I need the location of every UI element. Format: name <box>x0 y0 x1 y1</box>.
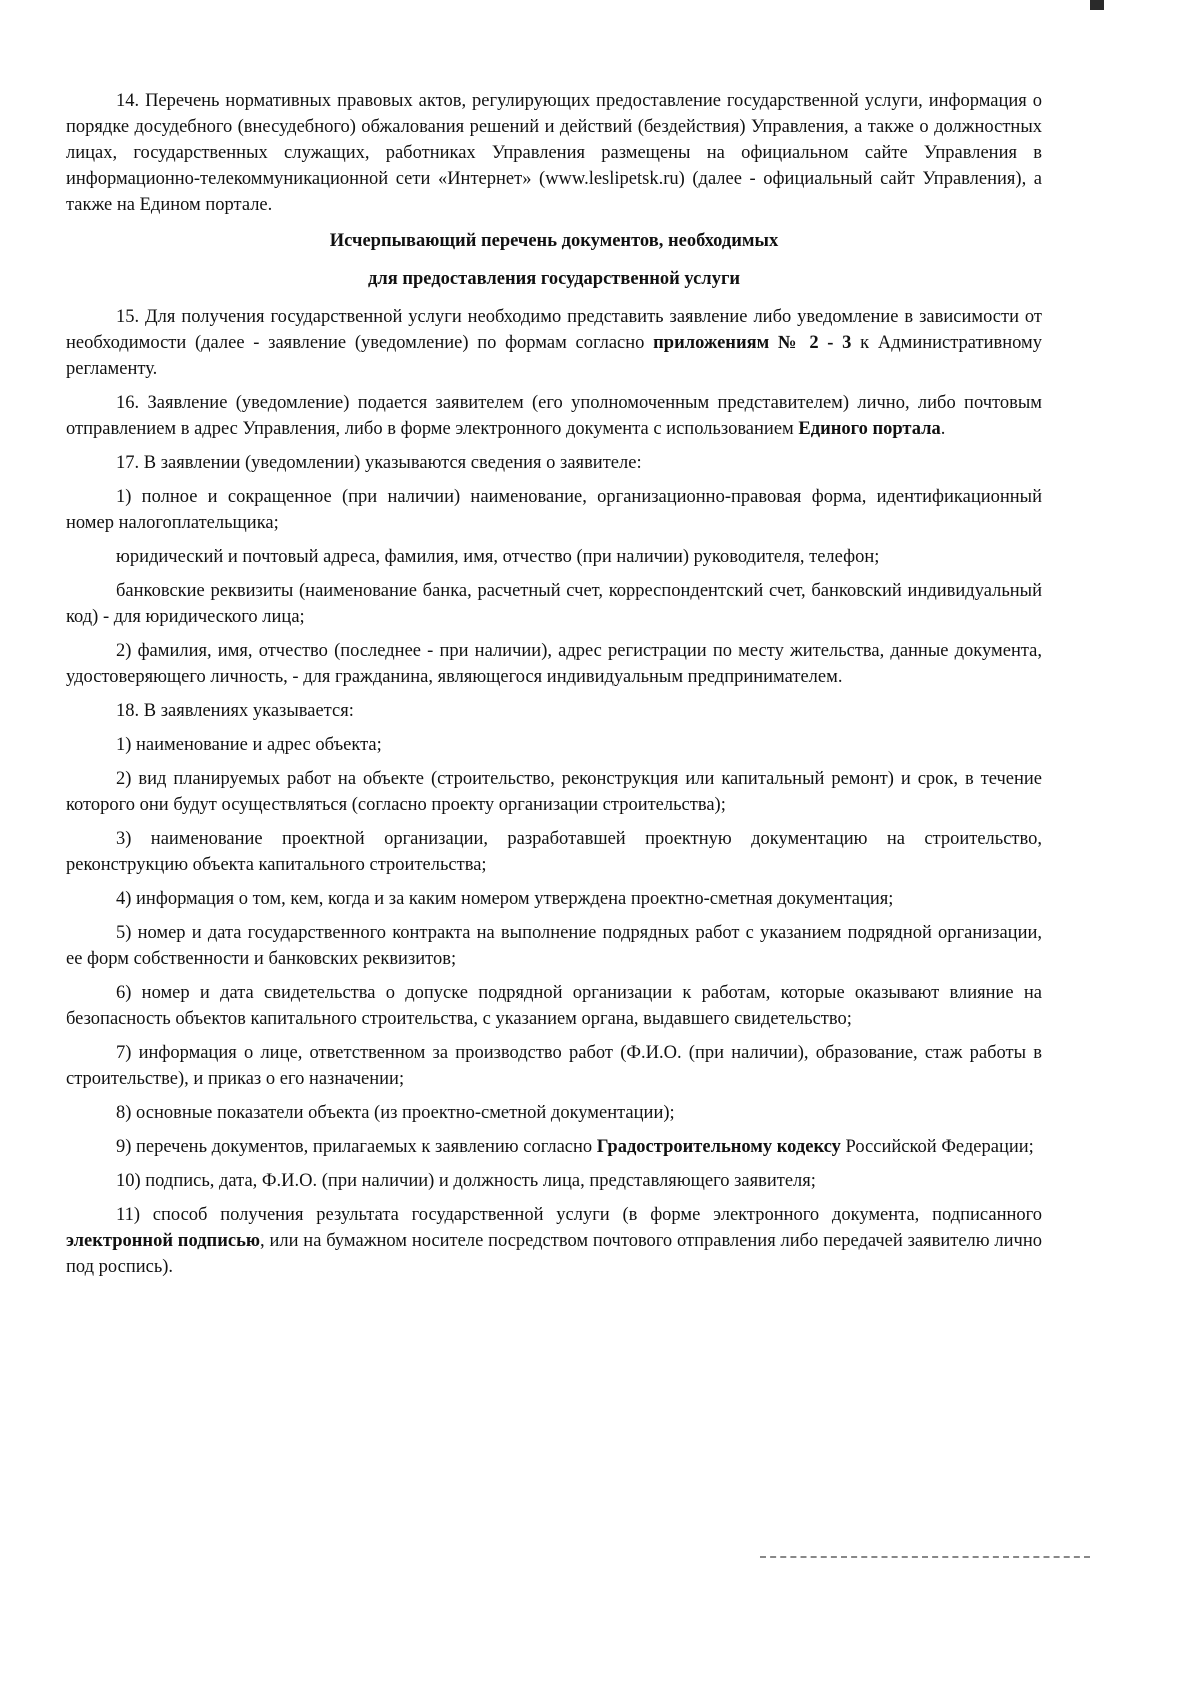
paragraph-18-item-4: 4) информация о том, кем, когда и за каким номером утверждена проектно-сметная документация; <box>116 889 894 909</box>
paragraph-18: 18. В заявлениях указывается: <box>116 701 354 721</box>
paragraph-16 <box>66 390 1042 442</box>
paragraph-18-item-9 <box>66 1134 1042 1160</box>
paragraph-18-item-9-bold: Градостроительному кодексу <box>596 1137 841 1157</box>
paragraph-17-item-1-address: юридический и почтовый адреса, фамилия, имя, отчество (при наличии) руководителя, телефон; <box>116 547 880 567</box>
document-body <box>66 88 1042 1288</box>
paragraph-18-item-11 <box>66 1202 1042 1280</box>
paragraph-18-item-2: 2) вид планируемых работ на объекте (строительство, реконструкция или капитальный ремонт) и срок, в течение которого они будут осуществляться (согласно проекту организации строительства); <box>66 769 1042 815</box>
paragraph-17: 17. В заявлении (уведомлении) указываются сведения о заявителе: <box>116 453 642 473</box>
scan-bottom-mark <box>760 1556 1090 1560</box>
paragraph-18-item-1: 1) наименование и адрес объекта; <box>116 735 382 755</box>
paragraph-18-item-11-text-b: , или на бумажном носителе посредством почтового отправления либо передачей заявителю лично под роспись). <box>66 1231 1042 1277</box>
paragraph-16-text-a: 16. Заявление (уведомление) подается заявителем (его уполномоченным представителем) лично, либо почтовым отправлением в адрес Управления, либо в форме электронного документа с использованием <box>66 393 1042 439</box>
paragraph-18-item-11-bold: электронной подписью <box>66 1231 260 1251</box>
paragraph-17-item-1-bank: банковские реквизиты (наименование банка, расчетный счет, корреспондентский счет, банковский индивидуальный код) - для юридического лица; <box>66 581 1042 627</box>
paragraph-18-item-7: 7) информация о лице, ответственном за производство работ (Ф.И.О. (при наличии), образование, стаж работы в строительстве), и приказ о его назначении; <box>66 1043 1042 1089</box>
paragraph-18-item-11-text-a: 11) способ получения результата государственной услуги (в форме электронного документа, подписанного <box>116 1205 1042 1225</box>
paragraph-15-text-b: к Административному регламенту. <box>66 333 1042 379</box>
scan-edge-mark <box>1090 0 1104 10</box>
paragraph-18-item-5: 5) номер и дата государственного контракта на выполнение подрядных работ с указанием подрядной организации, ее форм собственности и банковских реквизитов; <box>66 923 1042 969</box>
paragraph-14: 14. Перечень нормативных правовых актов, регулирующих предоставление государственной услуги, информация о порядке досудебного (внесудебного) обжалования решений и действий (бездействия) Управления, а также о должностных лицах, государственных служащих, работниках Управления размещены на официальном сайте Управления в информационно-телекоммуникационной сети «Интернет» (www.leslipetsk.ru) (далее - официальный сайт Управления), а также на Едином портале. <box>66 91 1042 215</box>
paragraph-18-item-9-text-b: Российской Федерации; <box>840 1137 1034 1157</box>
paragraph-18-item-9-text-a: 9) перечень документов, прилагаемых к заявлению согласно <box>116 1137 597 1157</box>
paragraph-17-item-2: 2) фамилия, имя, отчество (последнее - при наличии), адрес регистрации по месту жительства, данные документа, удостоверяющего личность, - для гражданина, являющегося индивидуальным предпринимателем. <box>66 641 1042 687</box>
paragraph-16-bold: Единого портала <box>798 419 941 439</box>
paragraph-18-item-8: 8) основные показатели объекта (из проектно-сметной документации); <box>116 1103 675 1123</box>
paragraph-15 <box>66 304 1042 382</box>
paragraph-15-bold: приложениям № 2 - 3 <box>653 333 852 353</box>
paragraph-15-text-a: 15. Для получения государственной услуги необходимо представить заявление либо уведомление в зависимости от необходимости (далее - заявление (уведомление) по формам согласно <box>66 307 1042 353</box>
paragraph-18-item-3: 3) наименование проектной организации, разработавшей проектную документацию на строительство, реконструкцию объекта капитального строительства; <box>66 829 1042 875</box>
section-heading-line-1: Исчерпывающий перечень документов, необходимых <box>329 231 779 251</box>
paragraph-18-item-10: 10) подпись, дата, Ф.И.О. (при наличии) и должность лица, представляющего заявителя; <box>116 1171 816 1191</box>
paragraph-17-item-1: 1) полное и сокращенное (при наличии) наименование, организационно-правовая форма, идентификационный номер налогоплательщика; <box>66 487 1042 533</box>
section-heading-line-2: для предоставления государственной услуги <box>367 269 741 289</box>
paragraph-18-item-6: 6) номер и дата свидетельства о допуске подрядной организации к работам, которые оказывают влияние на безопасность объектов капитального строительства, с указанием органа, выдавшего свидетельство; <box>66 983 1042 1029</box>
paragraph-16-text-b: . <box>940 419 946 439</box>
